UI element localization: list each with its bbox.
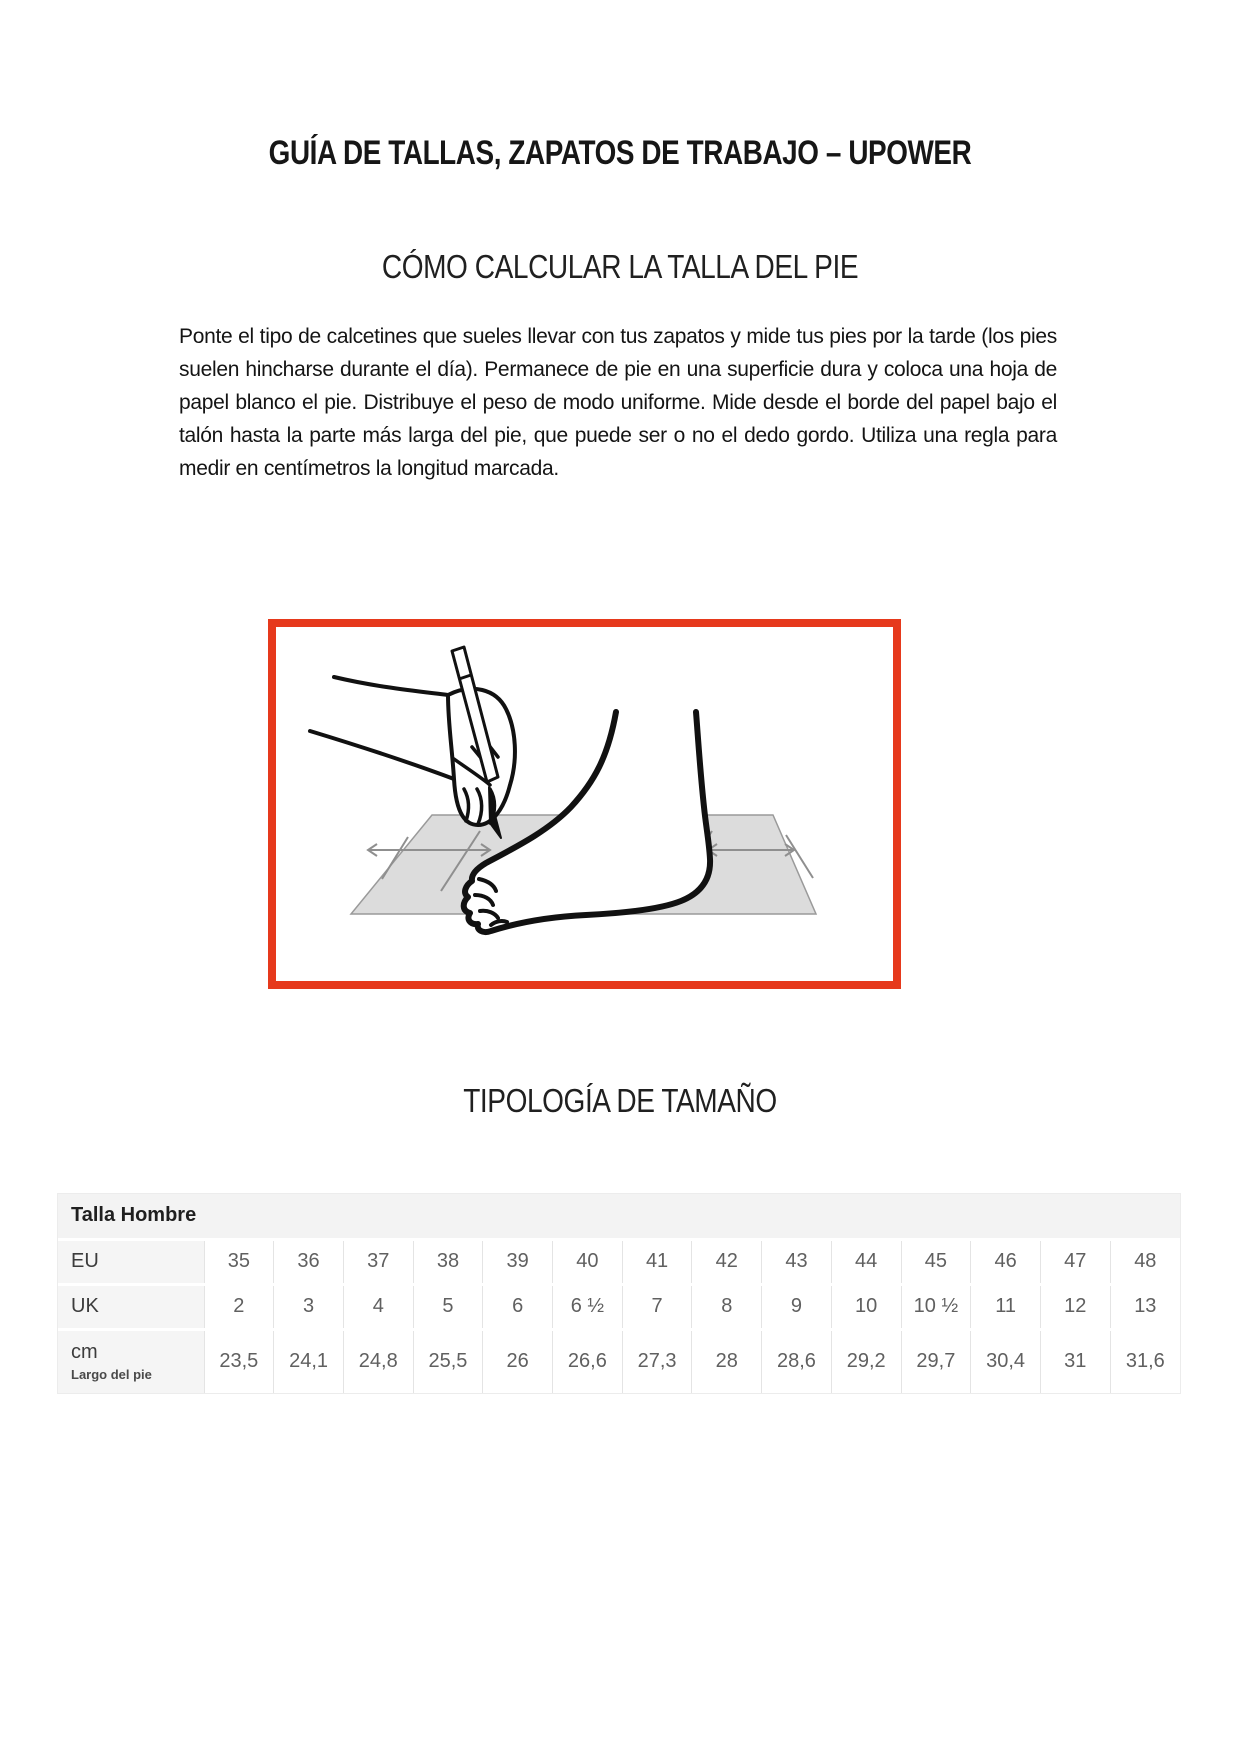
section-heading-como-calcular-talla: CÓMO CALCULAR LA TALLA DEL PIE (381, 248, 859, 285)
table-row-eu (58, 1239, 1180, 1284)
cm-size-cell: 31 (1040, 1329, 1110, 1393)
size-table (58, 1194, 1180, 1393)
eu-size-cell: 36 (274, 1239, 344, 1284)
page-title: GUÍA DE TALLAS, ZAPATOS DE TRABAJO – UPOWER (268, 134, 972, 172)
uk-size-cell: 3 (274, 1284, 344, 1329)
uk-size-cell: 8 (692, 1284, 762, 1329)
uk-size-cell: 10 ½ (901, 1284, 971, 1329)
uk-size-cell: 12 (1040, 1284, 1110, 1329)
cm-size-cell: 23,5 (204, 1329, 274, 1393)
uk-size-cell: 7 (622, 1284, 692, 1329)
cm-size-cell: 31,6 (1110, 1329, 1180, 1393)
foot-measuring-illustration (276, 627, 893, 981)
eu-size-cell: 35 (204, 1239, 274, 1284)
uk-size-cell: 6 (483, 1284, 553, 1329)
cm-size-cell: 25,5 (413, 1329, 483, 1393)
cm-sublabel-largo-del-pie: Largo del pie (71, 1367, 152, 1383)
cm-size-cell: 28,6 (762, 1329, 832, 1393)
table-row-cm (58, 1329, 1180, 1393)
table-header-label: Talla Hombre (58, 1194, 1180, 1239)
instructions-paragraph: Ponte el tipo de calcetines que sueles llevar con tus zapatos y mide tus pies por la tarde (los pies suelen hincharse durante el día). Permanece de pie en una superficie dura y coloca una hoja de papel blanco el pie. Distribuye el peso de modo uniforme. Mide desde el borde del papel bajo el talón hasta la parte más larga del pie, que puede ser o no el dedo gordo. Utiliza una regla para medir en centímetros la longitud marcada. (179, 325, 1057, 480)
uk-size-cell: 13 (1110, 1284, 1180, 1329)
cm-size-cell: 29,2 (831, 1329, 901, 1393)
uk-size-cell: 5 (413, 1284, 483, 1329)
size-table-container (57, 1193, 1181, 1394)
forearm-bottom-line (310, 731, 454, 779)
eu-size-cell: 47 (1040, 1239, 1110, 1284)
eu-size-cell: 44 (831, 1239, 901, 1284)
row-label-eu: EU (58, 1239, 204, 1284)
cm-size-cell: 26,6 (553, 1329, 623, 1393)
cm-size-cell: 24,1 (274, 1329, 344, 1393)
eu-size-cell: 38 (413, 1239, 483, 1284)
hand-with-pencil (310, 647, 515, 838)
eu-size-cell: 39 (483, 1239, 553, 1284)
cm-size-cell: 24,8 (343, 1329, 413, 1393)
uk-size-cell: 6 ½ (553, 1284, 623, 1329)
foot-measuring-figure (268, 619, 901, 989)
cm-size-cell: 27,3 (622, 1329, 692, 1393)
eu-size-cell: 43 (762, 1239, 832, 1284)
uk-size-cell: 11 (971, 1284, 1041, 1329)
cm-size-cell: 30,4 (971, 1329, 1041, 1393)
uk-size-cell: 4 (343, 1284, 413, 1329)
row-label-cm (58, 1329, 204, 1393)
uk-size-cell: 9 (762, 1284, 832, 1329)
eu-size-cell: 45 (901, 1239, 971, 1284)
cm-label: cm (71, 1341, 98, 1364)
section-heading-tipologia: TIPOLOGÍA DE TAMAÑO (463, 1082, 777, 1119)
eu-size-cell: 41 (622, 1239, 692, 1284)
cm-size-cell: 29,7 (901, 1329, 971, 1393)
eu-size-cell: 46 (971, 1239, 1041, 1284)
table-row-uk (58, 1284, 1180, 1329)
uk-size-cell: 2 (204, 1284, 274, 1329)
eu-size-cell: 40 (553, 1239, 623, 1284)
eu-size-cell: 48 (1110, 1239, 1180, 1284)
table-header-row (58, 1194, 1180, 1239)
cm-size-cell: 28 (692, 1329, 762, 1393)
forearm-top-line (334, 677, 448, 695)
eu-size-cell: 37 (343, 1239, 413, 1284)
row-label-uk: UK (58, 1284, 204, 1329)
uk-size-cell: 10 (831, 1284, 901, 1329)
eu-size-cell: 42 (692, 1239, 762, 1284)
cm-size-cell: 26 (483, 1329, 553, 1393)
